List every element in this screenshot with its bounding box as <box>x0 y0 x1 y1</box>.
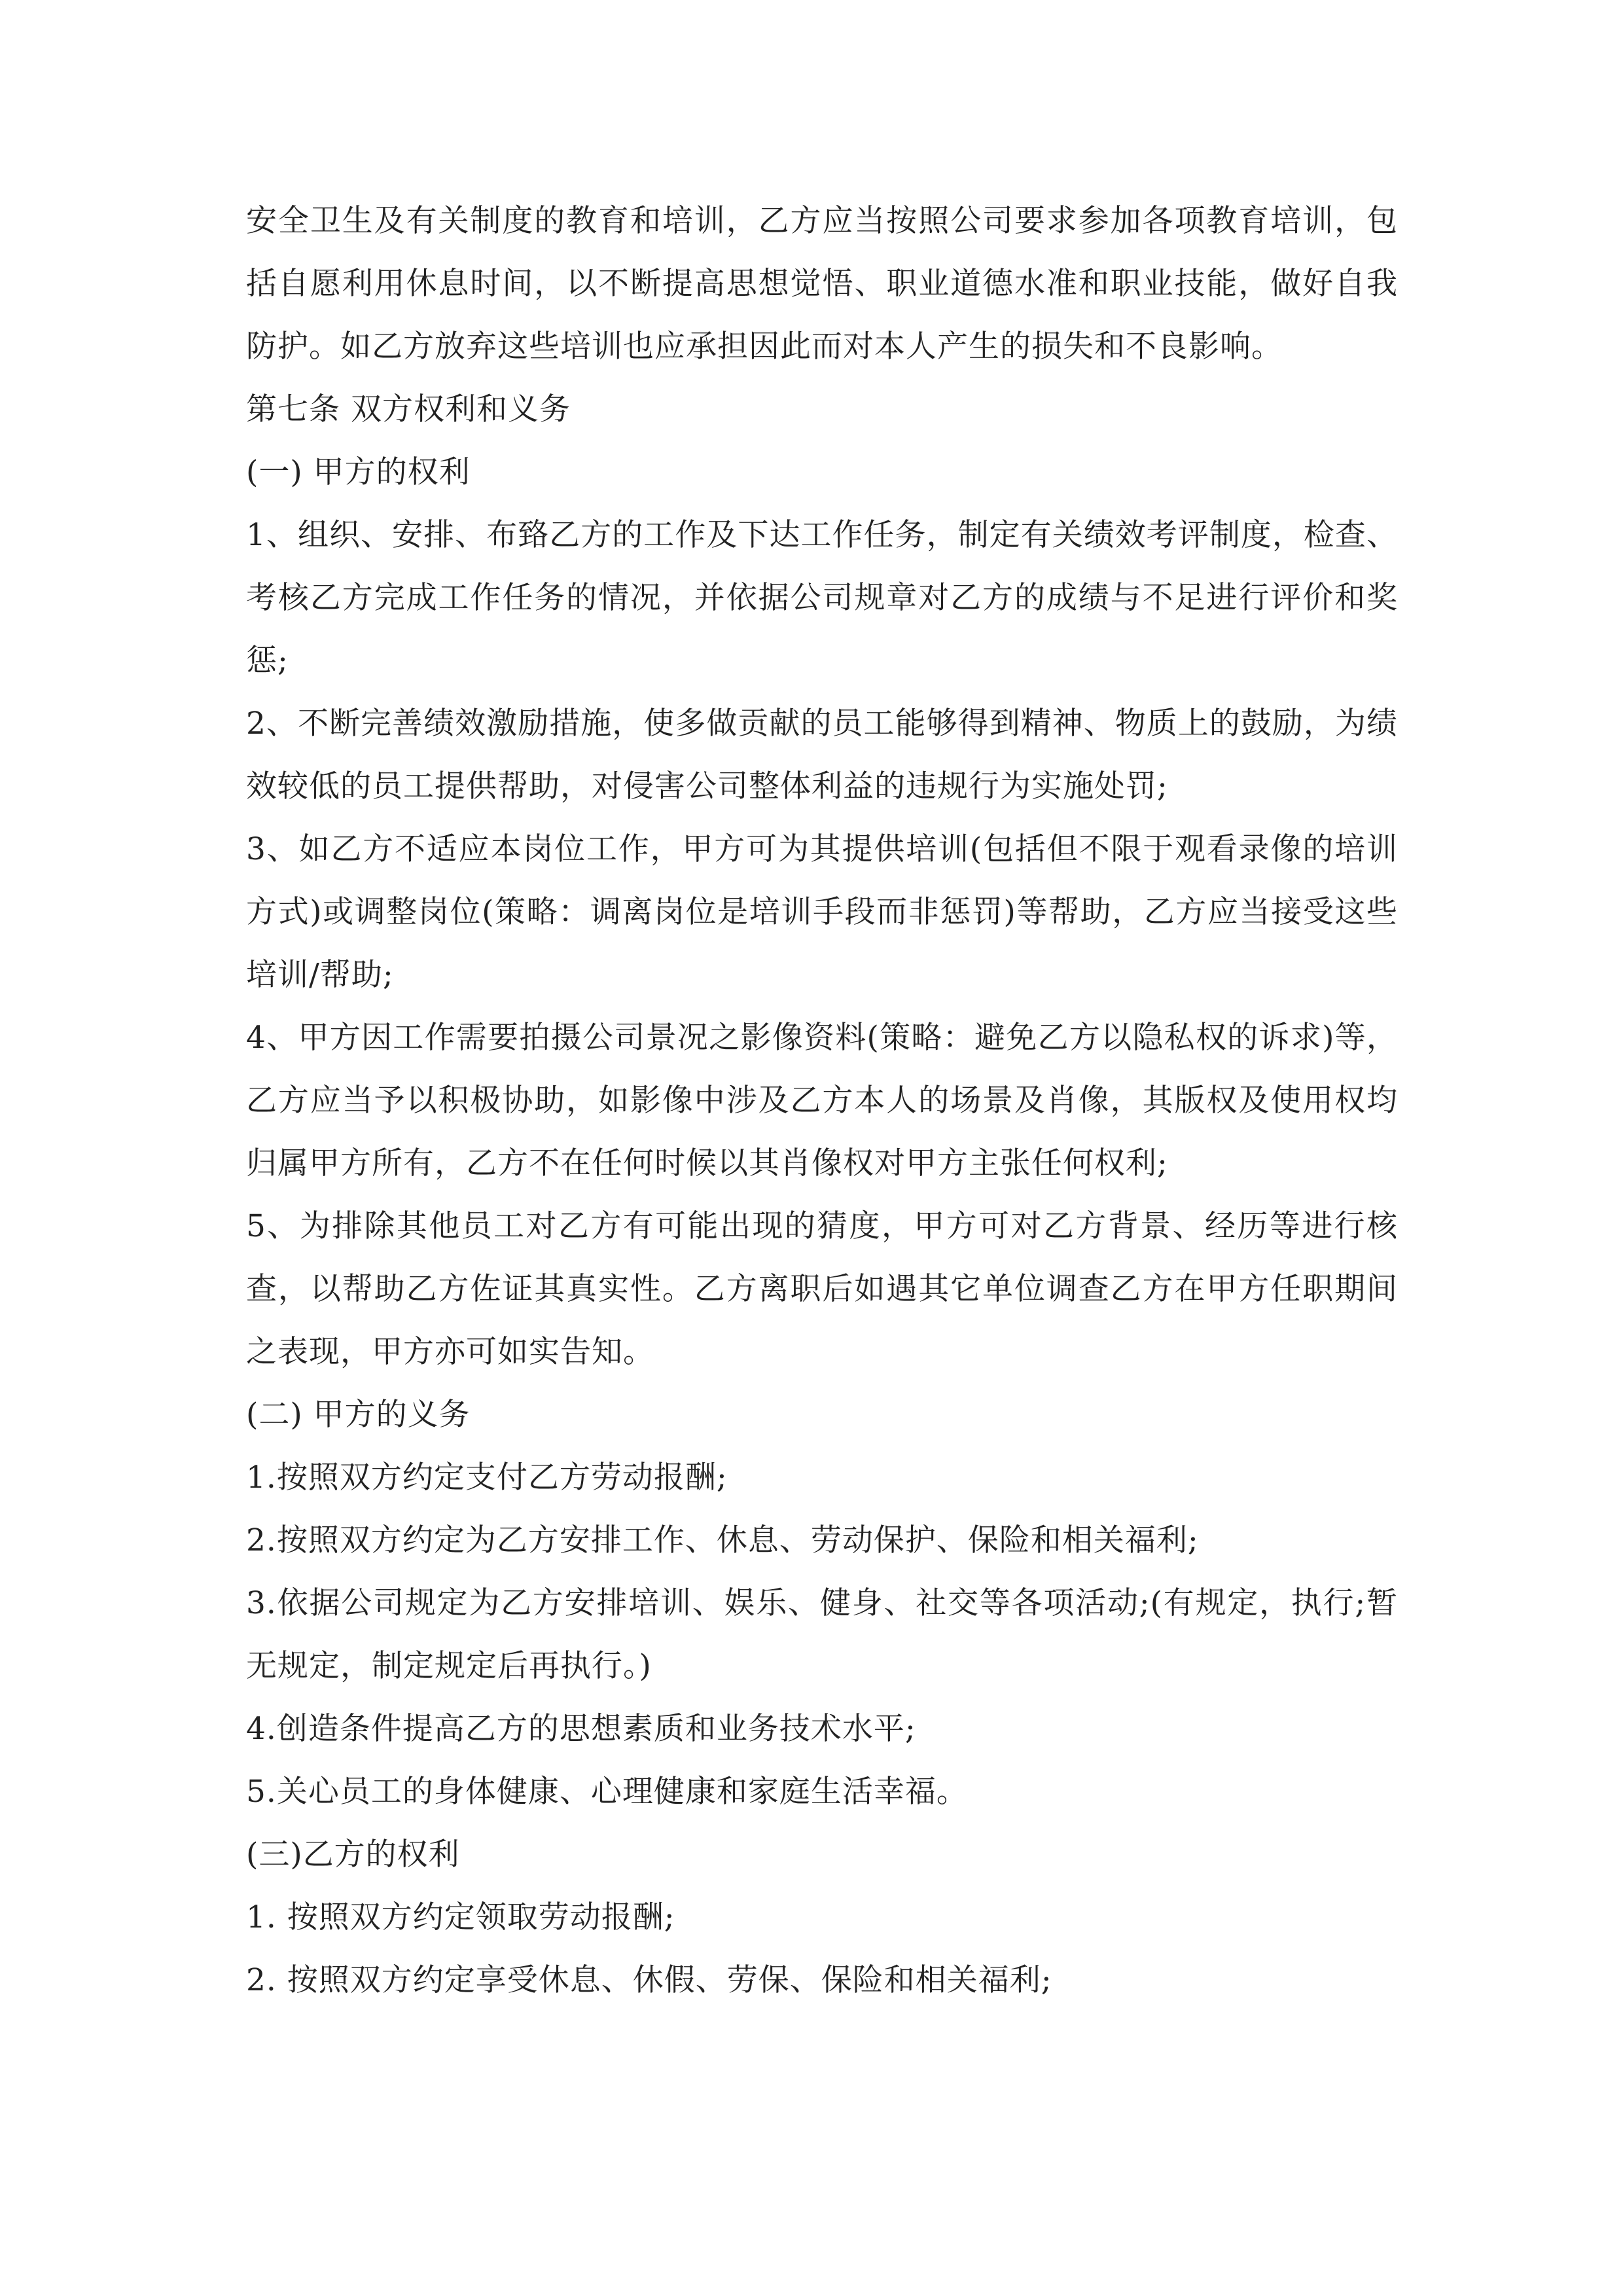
party-b-right-1: 1. 按照双方约定领取劳动报酬; <box>246 1899 675 1935</box>
party-a-duty-3: 3.依据公司规定为乙方安排培训、娱乐、健身、社交等各项活动;(有规定，执行;暂无规定，制定规定后再执行。) <box>246 1585 1398 1684</box>
party-a-right-2: 2、不断完善绩效激励措施，使多做贡献的员工能够得到精神、物质上的鼓励，为绩效较低的员工提供帮助，对侵害公司整体利益的违规行为实施处罚; <box>246 706 1398 804</box>
party-a-duty-1: 1.按照双方约定支付乙方劳动报酬; <box>246 1460 728 1496</box>
party-a-right-5: 5、为排除其他员工对乙方有可能出现的猜度，甲方可对乙方背景、经历等进行核查，以帮助乙方佐证其真实性。乙方离职后如遇其它单位调查乙方在甲方任职期间之表现，甲方亦可如实告知。 <box>246 1208 1398 1370</box>
section-party-a-duties-heading: (二) 甲方的义务 <box>246 1397 471 1433</box>
party-a-right-1: 1、组织、安排、布臵乙方的工作及下达工作任务，制定有关绩效考评制度，检查、考核乙方完成工作任务的情况，并依据公司规章对乙方的成绩与不足进行评价和奖惩; <box>246 517 1398 679</box>
party-b-right-2: 2. 按照双方约定享受休息、休假、劳保、保险和相关福利; <box>246 1962 1052 1998</box>
section-party-b-rights-heading: (三)乙方的权利 <box>246 1837 460 1873</box>
party-a-duty-5: 5.关心员工的身体健康、心理健康和家庭生活幸福。 <box>246 1774 968 1810</box>
party-a-duty-2: 2.按照双方约定为乙方安排工作、休息、劳动保护、保险和相关福利; <box>246 1522 1199 1558</box>
party-a-right-4: 4、甲方因工作需要拍摄公司景况之影像资料(策略：避免乙方以隐私权的诉求)等，乙方应当予以积极协助，如影像中涉及乙方本人的场景及肖像，其版权及使用权均归属甲方所有，乙方不在任何时候以其肖像权对甲方主张任何权利; <box>246 1020 1398 1181</box>
section-party-a-rights-heading: (一) 甲方的权利 <box>246 454 471 490</box>
article-7-heading: 第七条 双方权利和义务 <box>246 391 571 427</box>
party-a-right-3: 3、如乙方不适应本岗位工作，甲方可为其提供培训(包括但不限于观看录像的培训方式)或调整岗位(策略：调离岗位是培训手段而非惩罚)等帮助，乙方应当接受这些培训/帮助; <box>246 831 1398 993</box>
party-a-duty-4: 4.创造条件提高乙方的思想素质和业务技术水平; <box>246 1711 916 1747</box>
paragraph-training-obligation: 安全卫生及有关制度的教育和培训，乙方应当按照公司要求参加各项教育培训，包括自愿利用休息时间，以不断提高思想觉悟、职业道德水准和职业技能，做好自我防护。如乙方放弃这些培训也应承担因此而对本人产生的损失和不良影响。 <box>246 203 1398 365</box>
document-body <box>246 190 1398 2012</box>
